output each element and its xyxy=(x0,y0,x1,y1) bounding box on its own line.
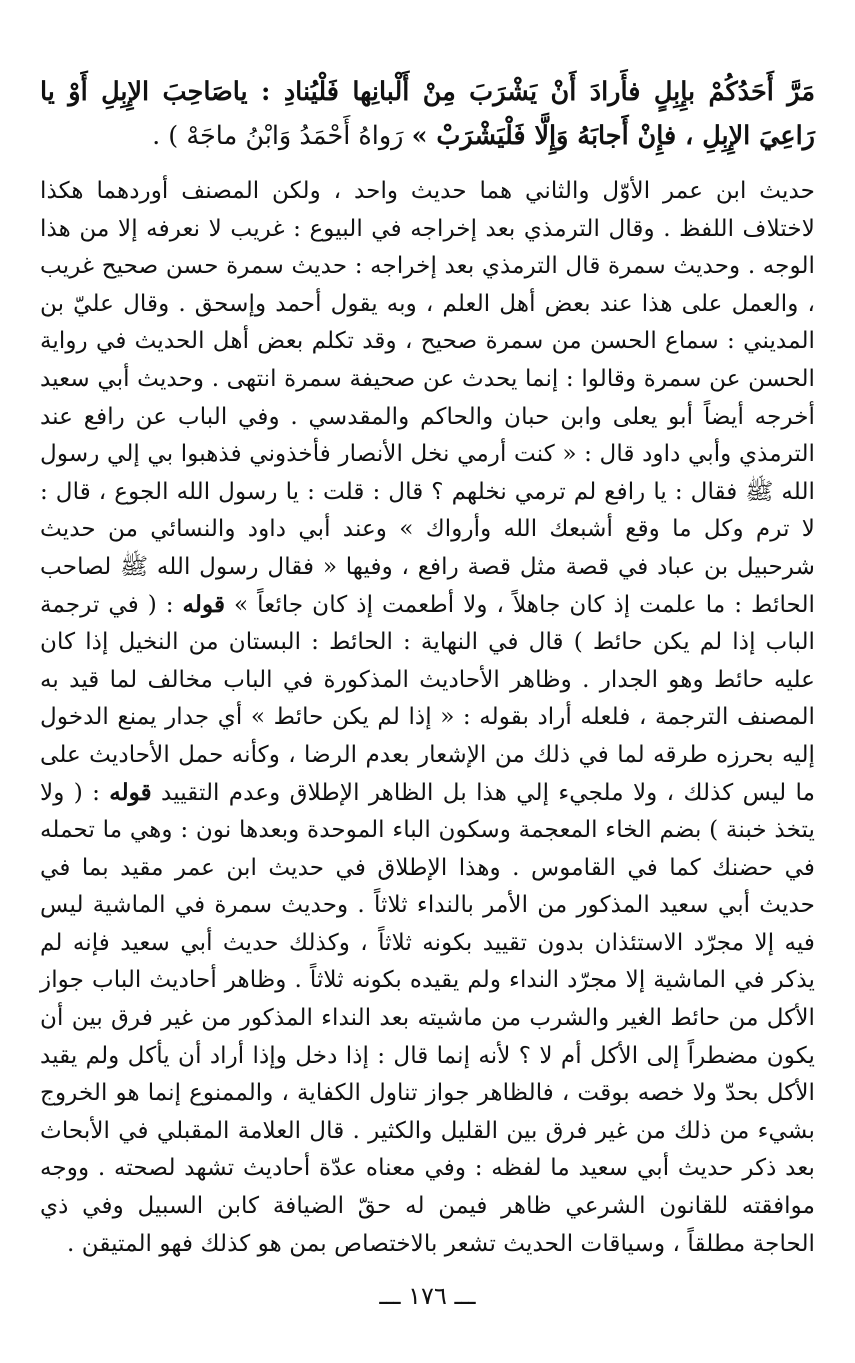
keyword-qawluhu-2: قوله xyxy=(109,778,152,806)
commentary-paragraph-1: حديث ابن عمر الأوّل والثاني هما حديث واحد ، ولكن المصنف أوردهما هكذا لاختلاف اللفظ . وقال الترمذي بعد إخراجه في البيوع : غريب لا نعرفه إلا من هذا الوجه . وحديث سمرة قال الترمذي بعد إخراجه : حديث سمرة حسن صحيح غريب ، والعمل على هذا عند بعض أهل العلم ، وبه يقول أحمد وإسحق . وقال عليّ بن المديني : سماع الحسن من سمرة صحيح ، وقد تكلم بعض أهل الحديث في رواية الحسن عن سمرة وقالوا : إنما يحدث عن صحيفة سمرة انتهى . وحديث أبي سعيد أخرجه أيضاً أبو يعلى وابن حبان والحاكم والمقدسي . وفي الباب عن رافع عند الترمذي وأبي داود قال : « كنت أرمي نخل الأنصار فأخذوني فذهبوا بي إلي رسول الله ﷺ فقال : يا رافع لم ترمي نخلهم ؟ قال : قلت : يا رسول الله الجوع ، قال : لا ترم وكل ما وقع أشبعك الله وأرواك » وعند أبي داود والنسائي من حديث شرحبيل بن عباد في قصة مثل قصة رافع ، وفيها « فقال رسول الله ﷺ لصاحب الحائط : ما علمت إذ كان جاهلاً ، ولا أطعمت إذ كان جائعاً » xyxy=(40,177,816,618)
hadith-attribution: رَواهُ أَحْمَدُ وَابْنُ ماجَهْ ) . xyxy=(152,121,412,151)
commentary-paragraph-3: : ( ولا يتخذ خبنة ) بضم الخاء المعجمة وسكون الباء الموحدة وبعدها نون : وهي ما تحمله في حضنك كما في القاموس . وهذا الإطلاق في حديث ابن عمر مقيد بما في حديث أبي سعيد المذكور من الأمر بالنداء ثلاثاً . وحديث سمرة في الماشية ليس فيه إلا مجرّد الاستئذان بدون تقييد بكونه ثلاثاً ، وكذلك حديث أبي سعيد فإنه لم يذكر في الماشية إلا مجرّد النداء ولم يقيده بكونه ثلاثاً . وظاهر أحاديث الباب جواز الأكل من حائط الغير والشرب من ماشيته بعد النداء المذكور من غير فرق بين أن يكون مضطراً إلى الأكل أم لا ؟ لأنه إنما قال : إذا دخل وإذا أراد أن يأكل ولم يقيد الأكل بحدّ ولا خصه بوقت ، فالظاهر جواز تناول الكفاية ، والممنوع إنما هو الخروج بشيء من ذلك من غير فرق بين القليل والكثير . قال العلامة المقبلي في الأبحاث بعد ذكر حديث أبي سعيد ما لفظه : وفي معناه عدّة أحاديث تشهد لصحته . ووجه موافقته للقانون الشرعي ظاهر فيمن له حقّ الضيافة كابن السبيل وفي ذي الحاجة مطلقاً ، وسياقات الحديث تشعر بالاختصاص بمن هو كذلك فهو المتيقن . xyxy=(40,778,815,1257)
keyword-qawluhu-1: قوله xyxy=(182,590,226,618)
page-number: ـــ ١٧٦ ـــ xyxy=(379,1282,476,1310)
hadith-text xyxy=(40,70,815,158)
commentary xyxy=(40,172,815,1262)
commentary-paragraph-2: : ( في ترجمة الباب إذا لم يكن حائط ) قال في النهاية : الحائط : البستان من النخيل إذا كان عليه حائط وهو الجدار . وظاهر الأحاديث المذكورة في الباب مخالف لما قيد به المصنف الترجمة ، فلعله أراد بقوله : « إذا لم يكن حائط » أي جدار يمنع الدخول إليه بحرزه طرقه لما في ذلك من الإشعار بعدم الرضا ، وكأنه حمل الأحاديث على ما ليس كذلك ، ولا ملجيء إلي هذا بل الظاهر الإطلاق وعدم التقييد xyxy=(40,590,815,806)
hadith-bold-text: مَرَّ أَحَدُكُمْ بإِبِلٍ فأَرادَ أَنْ يَشْرَبَ مِنْ أَلْبانِها فَلْيُنادِ : ياصَاحِبَ الإِبِلِ أَوْ يا رَاعِيَ الإِبِلِ ، فإِنْ أَجابَهُ وَإِلَّا فَلْيَشْرَبْ » xyxy=(40,77,815,151)
